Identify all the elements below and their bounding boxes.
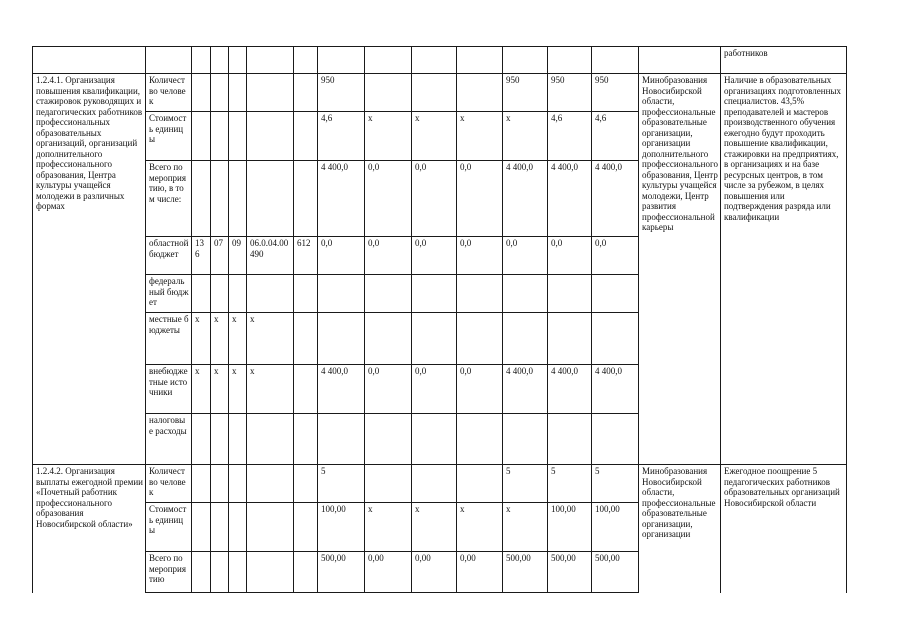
code-cell-c5	[294, 112, 318, 161]
value-cell-v4: 0,0	[457, 365, 503, 414]
code-cell-c1	[192, 74, 211, 112]
code-cell-c4	[247, 465, 294, 503]
value-cell-v4	[457, 414, 503, 465]
value-cell-v3: 0,0	[412, 161, 457, 237]
code-cell-c1	[192, 275, 211, 313]
value-cell-v5	[503, 313, 548, 365]
activity-name-cell: 1.2.4.2. Организация выплаты ежегодной премии «Почетный работник профессионального образования Новосибирской области»	[33, 465, 146, 593]
value-cell-v7: 4 400,0	[592, 161, 639, 237]
value-cell-v7: 500,00	[592, 552, 639, 593]
value-cell-v1: 4 400,0	[318, 365, 365, 414]
value-cell-v4: 0,0	[457, 237, 503, 275]
program-activities-table	[32, 46, 847, 593]
value-cell-v4: х	[457, 503, 503, 552]
value-cell-v5: х	[503, 503, 548, 552]
code-cell-c4	[247, 74, 294, 112]
code-cell-c1: 136	[192, 237, 211, 275]
table-row	[33, 74, 847, 112]
code-cell-c2: 07	[211, 237, 229, 275]
value-cell-v3	[412, 414, 457, 465]
value-cell-v2	[365, 465, 412, 503]
indicator-label-cell: налоговые расходы	[146, 414, 192, 465]
code-cell-c3: х	[229, 313, 247, 365]
indicator-label-cell: Всего по мероприятию	[146, 552, 192, 593]
value-cell-v1: 0,0	[318, 237, 365, 275]
activity-name-cell: 1.2.4.1. Организация повышения квалификации, стажировок руководящих и педагогических работников профессиональных образовательных организаций, организаций дополнительного профессионального образования, Центра культуры учащейся молодежи в различных формах	[33, 74, 146, 465]
value-cell-v3: х	[412, 503, 457, 552]
code-cell-c5	[294, 414, 318, 465]
code-cell-c3	[229, 503, 247, 552]
code-cell-c5: 612	[294, 237, 318, 275]
value-cell-v1	[318, 414, 365, 465]
value-cell-v3	[412, 465, 457, 503]
value-cell-v4	[457, 465, 503, 503]
value-cell-v6: 950	[548, 74, 592, 112]
code-cell-c2	[211, 74, 229, 112]
code-cell-c2	[211, 552, 229, 593]
value-cell-v6	[548, 275, 592, 313]
value-cell-v5	[503, 275, 548, 313]
code-cell-c4	[247, 414, 294, 465]
value-cell-v6	[548, 313, 592, 365]
code-cell-c3	[229, 552, 247, 593]
value-cell-v5: 4 400,0	[503, 161, 548, 237]
value-cell-v4: 0,0	[457, 161, 503, 237]
code-cell-c4	[247, 112, 294, 161]
value-cell-v7: 0,0	[592, 237, 639, 275]
value-cell-v7	[592, 313, 639, 365]
value-cell-v1: 4,6	[318, 112, 365, 161]
value-cell-v7: 4,6	[592, 112, 639, 161]
indicator-label-cell: Количество человек	[146, 465, 192, 503]
value-cell-v5: 4 400,0	[503, 365, 548, 414]
value-cell-v4	[457, 275, 503, 313]
code-cell-c1	[192, 112, 211, 161]
value-cell-v5: 0,0	[503, 237, 548, 275]
code-cell-c3	[229, 161, 247, 237]
indicator-label-cell: Стоимость единицы	[146, 503, 192, 552]
code-cell-c3	[229, 465, 247, 503]
value-cell-v7: 4 400,0	[592, 365, 639, 414]
code-cell-c3	[229, 112, 247, 161]
code-cell-c3	[229, 74, 247, 112]
table-row	[33, 47, 847, 74]
indicator-label-cell: Количество человек	[146, 74, 192, 112]
table-row	[33, 465, 847, 503]
value-cell-v5: 950	[503, 74, 548, 112]
code-cell-c3	[229, 414, 247, 465]
value-cell-v2: 0,0	[365, 161, 412, 237]
code-cell-c4	[247, 275, 294, 313]
value-cell-v3: 0,0	[412, 365, 457, 414]
value-cell-v3	[412, 275, 457, 313]
result-cell: Ежегодное поощрение 5 педагогических работников образовательных организаций Новосибирской области	[720, 465, 846, 593]
value-cell-v3: х	[412, 112, 457, 161]
value-cell-v6: 500,00	[548, 552, 592, 593]
value-cell-v2: х	[365, 112, 412, 161]
indicator-label-cell: областной бюджет	[146, 237, 192, 275]
value-cell-v6: 4 400,0	[548, 365, 592, 414]
code-cell-c4: 06.0.04.00490	[247, 237, 294, 275]
code-cell-c3	[229, 275, 247, 313]
code-cell-c2: х	[211, 365, 229, 414]
value-cell-v7: 5	[592, 465, 639, 503]
value-cell-v4: х	[457, 112, 503, 161]
indicator-label-cell: Всего по мероприятию, в том числе:	[146, 161, 192, 237]
code-cell-c5	[294, 161, 318, 237]
indicator-label-cell: федеральный бюджет	[146, 275, 192, 313]
value-cell-v1	[318, 275, 365, 313]
code-cell-c1: х	[192, 313, 211, 365]
executor-cell: Минобразования Новосибирской области, профессиональные образовательные организации, организации дополнительного профессионального образования, Центр культуры учащейся молодежи, Центр развития профессиональной карьеры	[639, 74, 721, 465]
code-cell-c1	[192, 503, 211, 552]
value-cell-v2: 0,00	[365, 552, 412, 593]
value-cell-v1: 4 400,0	[318, 161, 365, 237]
value-cell-v2	[365, 275, 412, 313]
code-cell-c4: х	[247, 365, 294, 414]
code-cell-c5	[294, 465, 318, 503]
code-cell-c3: х	[229, 365, 247, 414]
value-cell-v1: 500,00	[318, 552, 365, 593]
code-cell-c3: 09	[229, 237, 247, 275]
value-cell-v6: 4 400,0	[548, 161, 592, 237]
value-cell-v1: 5	[318, 465, 365, 503]
value-cell-v5	[503, 414, 548, 465]
value-cell-v5: 5	[503, 465, 548, 503]
executor-cell: Минобразования Новосибирской области, профессиональные образовательные организации, организации	[639, 465, 721, 593]
value-cell-v1	[318, 313, 365, 365]
indicator-label-cell: местные бюджеты	[146, 313, 192, 365]
value-cell-v3	[412, 74, 457, 112]
value-cell-v7: 100,00	[592, 503, 639, 552]
code-cell-c5	[294, 74, 318, 112]
code-cell-c5	[294, 365, 318, 414]
code-cell-c5	[294, 503, 318, 552]
code-cell-c4	[247, 552, 294, 593]
value-cell-v2: х	[365, 503, 412, 552]
value-cell-v1: 100,00	[318, 503, 365, 552]
value-cell-v2	[365, 313, 412, 365]
value-cell-v7: 950	[592, 74, 639, 112]
value-cell-v5: 500,00	[503, 552, 548, 593]
code-cell-c1: х	[192, 365, 211, 414]
value-cell-v6	[548, 414, 592, 465]
value-cell-v3: 0,00	[412, 552, 457, 593]
code-cell-c4	[247, 161, 294, 237]
value-cell-v7	[592, 414, 639, 465]
value-cell-v3	[412, 313, 457, 365]
code-cell-c2	[211, 161, 229, 237]
code-cell-c2	[211, 275, 229, 313]
value-cell-v3: 0,0	[412, 237, 457, 275]
code-cell-c1	[192, 161, 211, 237]
value-cell-v2: 0,0	[365, 365, 412, 414]
value-cell-v4	[457, 74, 503, 112]
code-cell-c5	[294, 313, 318, 365]
indicator-label-cell: внебюджетные источники	[146, 365, 192, 414]
result-cell: работников	[720, 47, 846, 74]
code-cell-c2	[211, 465, 229, 503]
value-cell-v1: 950	[318, 74, 365, 112]
value-cell-v4: 0,00	[457, 552, 503, 593]
code-cell-c4	[247, 503, 294, 552]
value-cell-v6: 4,6	[548, 112, 592, 161]
code-cell-c1	[192, 552, 211, 593]
value-cell-v2: 0,0	[365, 237, 412, 275]
code-cell-c5	[294, 275, 318, 313]
code-cell-c2	[211, 112, 229, 161]
result-cell: Наличие в образовательных организациях подготовленных специалистов. 43,5% преподавателей и мастеров производственного обучения ежегодно будут проходить повышение квалификации, стажировки на предприятиях, в организациях и на базе ресурсных центров, в том числе за рубежом, в целях повышения или подтверждения разряда или квалификации	[720, 74, 846, 465]
code-cell-c1	[192, 465, 211, 503]
value-cell-v4	[457, 313, 503, 365]
value-cell-v6: 5	[548, 465, 592, 503]
value-cell-v7	[592, 275, 639, 313]
value-cell-v6: 0,0	[548, 237, 592, 275]
code-cell-c2	[211, 414, 229, 465]
value-cell-v2	[365, 74, 412, 112]
value-cell-v2	[365, 414, 412, 465]
indicator-label-cell: Стоимость единицы	[146, 112, 192, 161]
code-cell-c2: х	[211, 313, 229, 365]
code-cell-c4: х	[247, 313, 294, 365]
code-cell-c5	[294, 552, 318, 593]
value-cell-v6: 100,00	[548, 503, 592, 552]
code-cell-c2	[211, 503, 229, 552]
code-cell-c1	[192, 414, 211, 465]
table-body	[33, 47, 847, 593]
value-cell-v5: х	[503, 112, 548, 161]
